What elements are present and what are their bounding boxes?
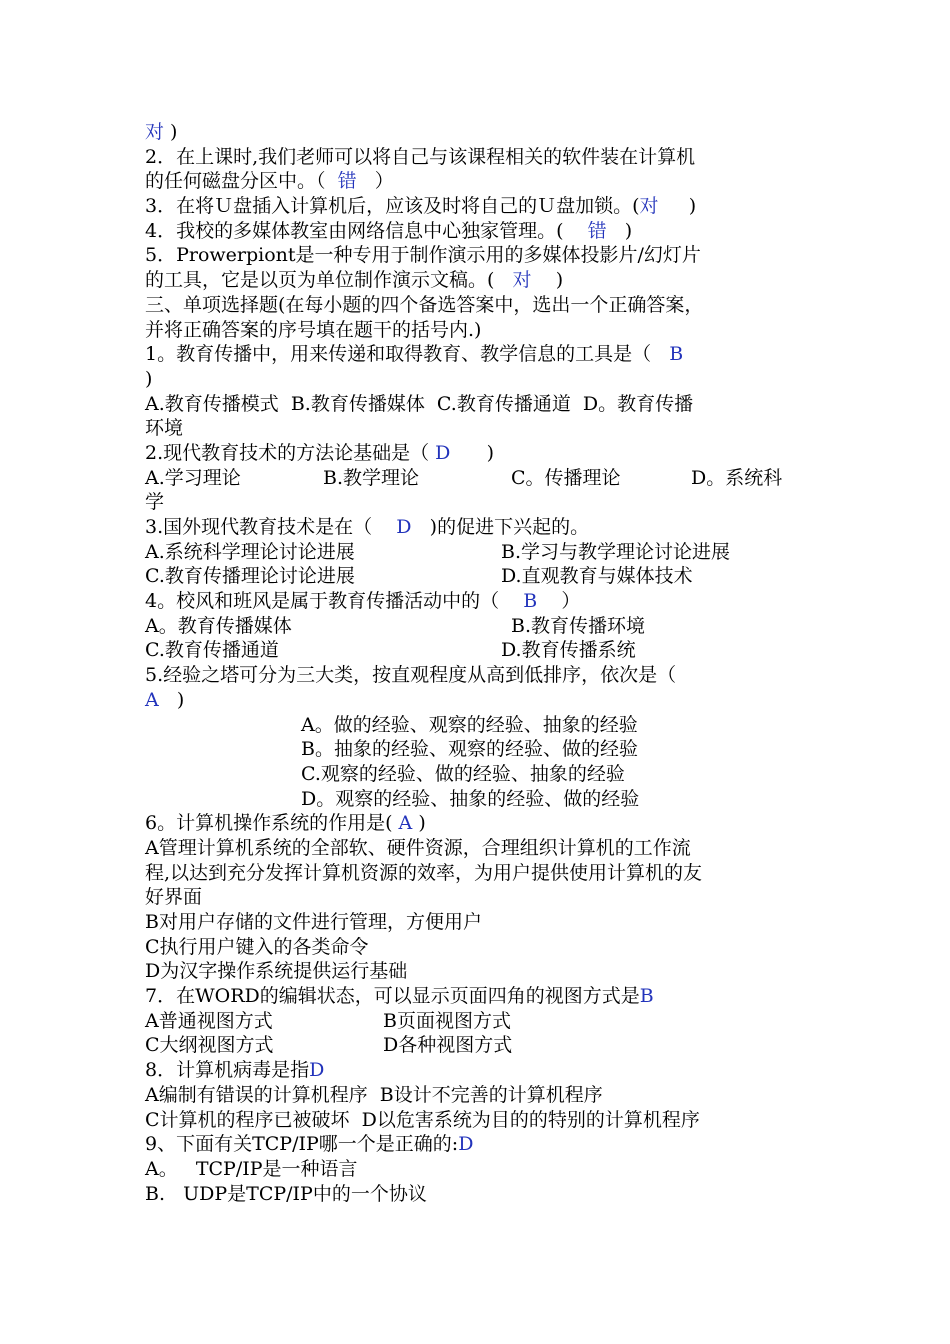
answer-mark: 错 — [587, 219, 607, 242]
text-line: A ) — [145, 688, 185, 711]
option-line — [145, 564, 825, 589]
text-line: 环境 — [145, 417, 184, 440]
answer-mark: D — [435, 441, 451, 464]
option-line: B对用户存储的文件进行管理，方便用户 — [145, 911, 482, 933]
option-line — [145, 614, 825, 639]
answer-mark: 对 — [512, 269, 532, 292]
option-d: D.直观教育与媒体技术 — [501, 565, 693, 588]
answer-mark: D — [309, 1059, 325, 1082]
option-a: A.学习理论 — [145, 466, 241, 489]
option-line — [145, 1033, 825, 1058]
option-d: D各种视图方式 — [383, 1034, 513, 1057]
option-line — [145, 466, 825, 491]
option-line — [145, 540, 825, 565]
option-d: D。观察的经验、抽象的经验、做的经验 — [301, 787, 640, 810]
answer-mark: A — [398, 812, 413, 835]
option-c: C.教育传播通道 — [145, 639, 279, 662]
text-line: 3．在将Ｕ盘插入计算机后，应该及时将自己的Ｕ盘加锁。(对 ) — [145, 195, 697, 218]
text-line: 的工具，它是以页为单位制作演示文稿。( 对 ) — [145, 269, 564, 292]
option-line — [145, 638, 825, 663]
option-line — [145, 1009, 825, 1034]
question-line: 7．在WORD的编辑状态，可以显示页面四角的视图方式是B — [145, 985, 654, 1008]
question-line: 1。教育传播中，用来传递和取得教育、教学信息的工具是（ B — [145, 343, 684, 366]
text-line: 并将正确答案的序号填在题干的括号内.) — [145, 318, 482, 341]
text-line: 学 — [145, 491, 165, 514]
option-b: B. UDP是TCP/IP中的一个协议 — [145, 1182, 427, 1205]
text-line: 好界面 — [145, 886, 203, 909]
text-line: 2．在上课时,我们老师可以将自己与该课程相关的软件装在计算机 — [145, 145, 696, 168]
text-line: 对 ) — [145, 121, 178, 143]
option-c: C.教育传播理论讨论进展 — [145, 565, 355, 588]
text-line: 的任何磁盘分区中。（ 错 ） — [145, 170, 394, 193]
section-heading: 三、单项选择题(在每小题的四个备选答案中，选出一个正确答案， — [145, 293, 704, 316]
text-line: 程,以达到充分发挥计算机资源的效率，为用户提供使用计算机的友 — [145, 861, 703, 884]
answer-mark: A — [145, 688, 159, 711]
answer-mark: D — [396, 516, 412, 538]
option-c: C。传播理论 — [511, 466, 621, 489]
option-b: B.教学理论 — [323, 466, 420, 489]
question-line: 2.现代教育技术的方法论基础是（ D ) — [145, 441, 495, 464]
answer-mark: B — [523, 590, 538, 613]
question-line: 4。校风和班风是属于教育传播活动中的（ B ） — [145, 590, 581, 613]
option-b: B.学习与教学理论讨论进展 — [501, 540, 731, 563]
question-line: 8．计算机病毒是指D — [145, 1059, 325, 1082]
option-a: A。做的经验、观察的经验、抽象的经验 — [301, 713, 638, 736]
option-line: D为汉字操作系统提供运行基础 — [145, 960, 408, 983]
question-line: 9、下面有关TCP/IP哪一个是正确的:D — [145, 1133, 474, 1156]
answer-mark: D — [458, 1133, 474, 1156]
option-line: A管理计算机系统的全部软、硬件资源，合理组织计算机的工作流 — [145, 836, 691, 859]
option-d: D.教育传播系统 — [501, 639, 636, 662]
answer-mark: B — [669, 343, 684, 366]
text-line: 4．我校的多媒体教室由网络信息中心独家管理。( 错 ) — [145, 219, 633, 242]
option-b: B。抽象的经验、观察的经验、做的经验 — [301, 738, 638, 761]
option-a: A。 TCP/IP是一种语言 — [145, 1157, 358, 1180]
text-line: ) — [145, 367, 153, 390]
answer-mark: B — [639, 985, 654, 1008]
option-c: C.观察的经验、做的经验、抽象的经验 — [301, 762, 625, 785]
option-line: C执行用户键入的各类命令 — [145, 935, 369, 958]
option-a: A普通视图方式 — [145, 1009, 273, 1032]
answer-mark: 对 — [639, 195, 659, 218]
option-a: A.系统科学理论讨论进展 — [145, 540, 355, 563]
question-line: 5.经验之塔可分为三大类，按直观程度从高到低排序，依次是（ — [145, 664, 677, 687]
option-d: D。系统科 — [691, 466, 783, 489]
answer-mark: 对 — [145, 121, 165, 143]
text-line: 5．Prowerpiont是一种专用于制作演示用的多媒体投影片/幻灯片 — [145, 244, 701, 267]
question-line: 3.国外现代教育技术是在（ D )的促进下兴起的。 — [145, 516, 590, 538]
question-line: 6。计算机操作系统的作用是( A ) — [145, 812, 426, 835]
option-line: A编制有错误的计算机程序 B设计不完善的计算机程序 — [145, 1083, 603, 1106]
option-b: B页面视图方式 — [383, 1009, 511, 1032]
document-page — [145, 120, 825, 1206]
option-line: A.教育传播模式 B.教育传播媒体 C.教育传播通道 D。教育传播 — [145, 392, 694, 415]
option-b: B.教育传播环境 — [511, 614, 646, 637]
option-c: C大纲视图方式 — [145, 1034, 274, 1057]
option-a: A。教育传播媒体 — [145, 614, 292, 637]
option-line: C计算机的程序已被破坏 D以危害系统为目的的特别的计算机程序 — [145, 1108, 700, 1131]
answer-mark: 错 — [337, 170, 357, 193]
